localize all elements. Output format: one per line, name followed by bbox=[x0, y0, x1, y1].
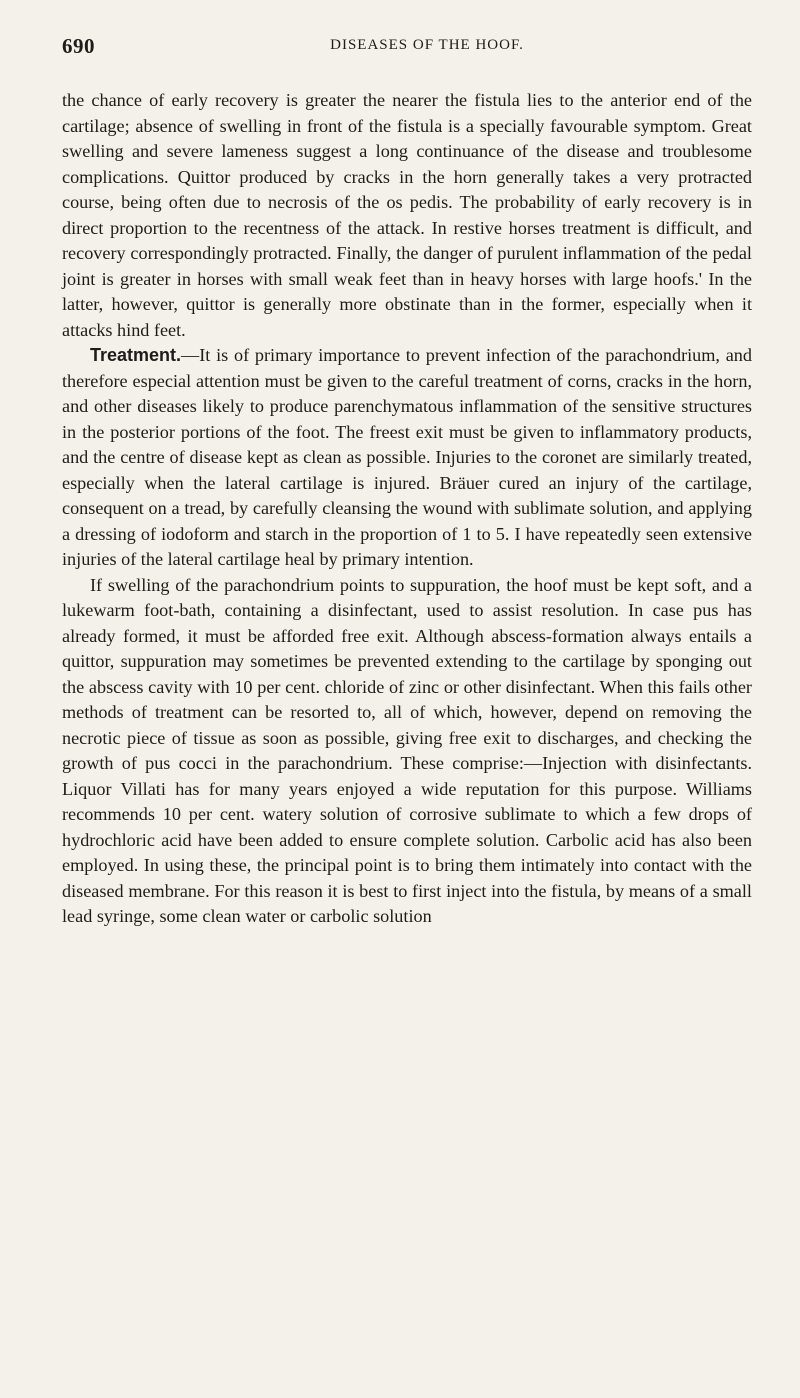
paragraph-suppuration: If swelling of the parachondrium points to suppuration, the hoof must be kept soft, and a lukewarm foot-bath, containing a disinfectant, used to assist resolution. In case pus has already formed, it must be afforded free exit. Although abscess-formation always entails a quittor, suppuration may sometimes be prevented extending to the cartilage by sponging out the abscess cavity with 10 per cent. chloride of zinc or other disinfectant. When this fails other methods of treatment can be resorted to, all of which, however, depend on removing the necrotic piece of tissue as soon as possible, giving free exit to discharges, and checking the growth of pus cocci in the parachondrium. These comprise:—Injection with disinfectants. Liquor Villati has for many years enjoyed a wide reputation for this purpose. Williams recommends 10 per cent. watery solution of corrosive sublimate to which a few drops of hydrochloric acid have been added to ensure complete solution. Carbolic acid has also been employed. In using these, the principal point is to bring them intimately into contact with the diseased membrane. For this reason it is best to first inject into the fistula, by means of a small lead syringe, some clean water or carbolic solution bbox=[62, 574, 752, 926]
treatment-text: —It is of primary importance to prevent infection of the parachondrium, and therefore especial attention must be given to the careful treatment of corns, cracks in the horn, and other diseases likely to produce parenchymatous inflammation of the sensitive structures in the posterior portions of the foot. The freest exit must be given to inflammatory products, and the centre of disease kept as clean as possible. Injuries to the coronet are similarly treated, especially when the lateral cartilage is injured. Bräuer cured an injury of the cartilage, consequent on a tread, by carefully cleansing the wound with sublimate solution, and applying a dressing of iodoform and starch in the proportion of 1 to 5. I have repeatedly seen extensive injuries of the lateral cartilage heal by primary intention. bbox=[62, 345, 752, 569]
running-head bbox=[62, 34, 752, 64]
paragraph-prognosis: the chance of early recovery is greater the nearer the fistula lies to the anterior end of the cartilage; absence of swelling in front of the fistula is a specially favourable symptom. Great swelling and severe lameness suggest a long continuance of the disease and troublesome complications. Quittor produced by cracks in the horn generally takes a very protracted course, being often due to necrosis of the os pedis. The probability of early recovery is in direct proportion to the recentness of the attack. In restive horses treatment is difficult, and recovery correspondingly protracted. Finally, the danger of purulent inflammation of the pedal joint is greater in horses with small weak feet than in heavy horses with large hoofs.' In the latter, however, quittor is generally more obstinate than in the former, especially when it attacks hind feet. bbox=[62, 90, 752, 340]
paragraph-treatment bbox=[62, 343, 752, 573]
running-title: DISEASES OF THE HOOF. bbox=[330, 37, 524, 53]
treatment-heading: Treatment. bbox=[90, 345, 182, 365]
body-text bbox=[62, 88, 752, 930]
page-number: 690 bbox=[62, 34, 95, 58]
